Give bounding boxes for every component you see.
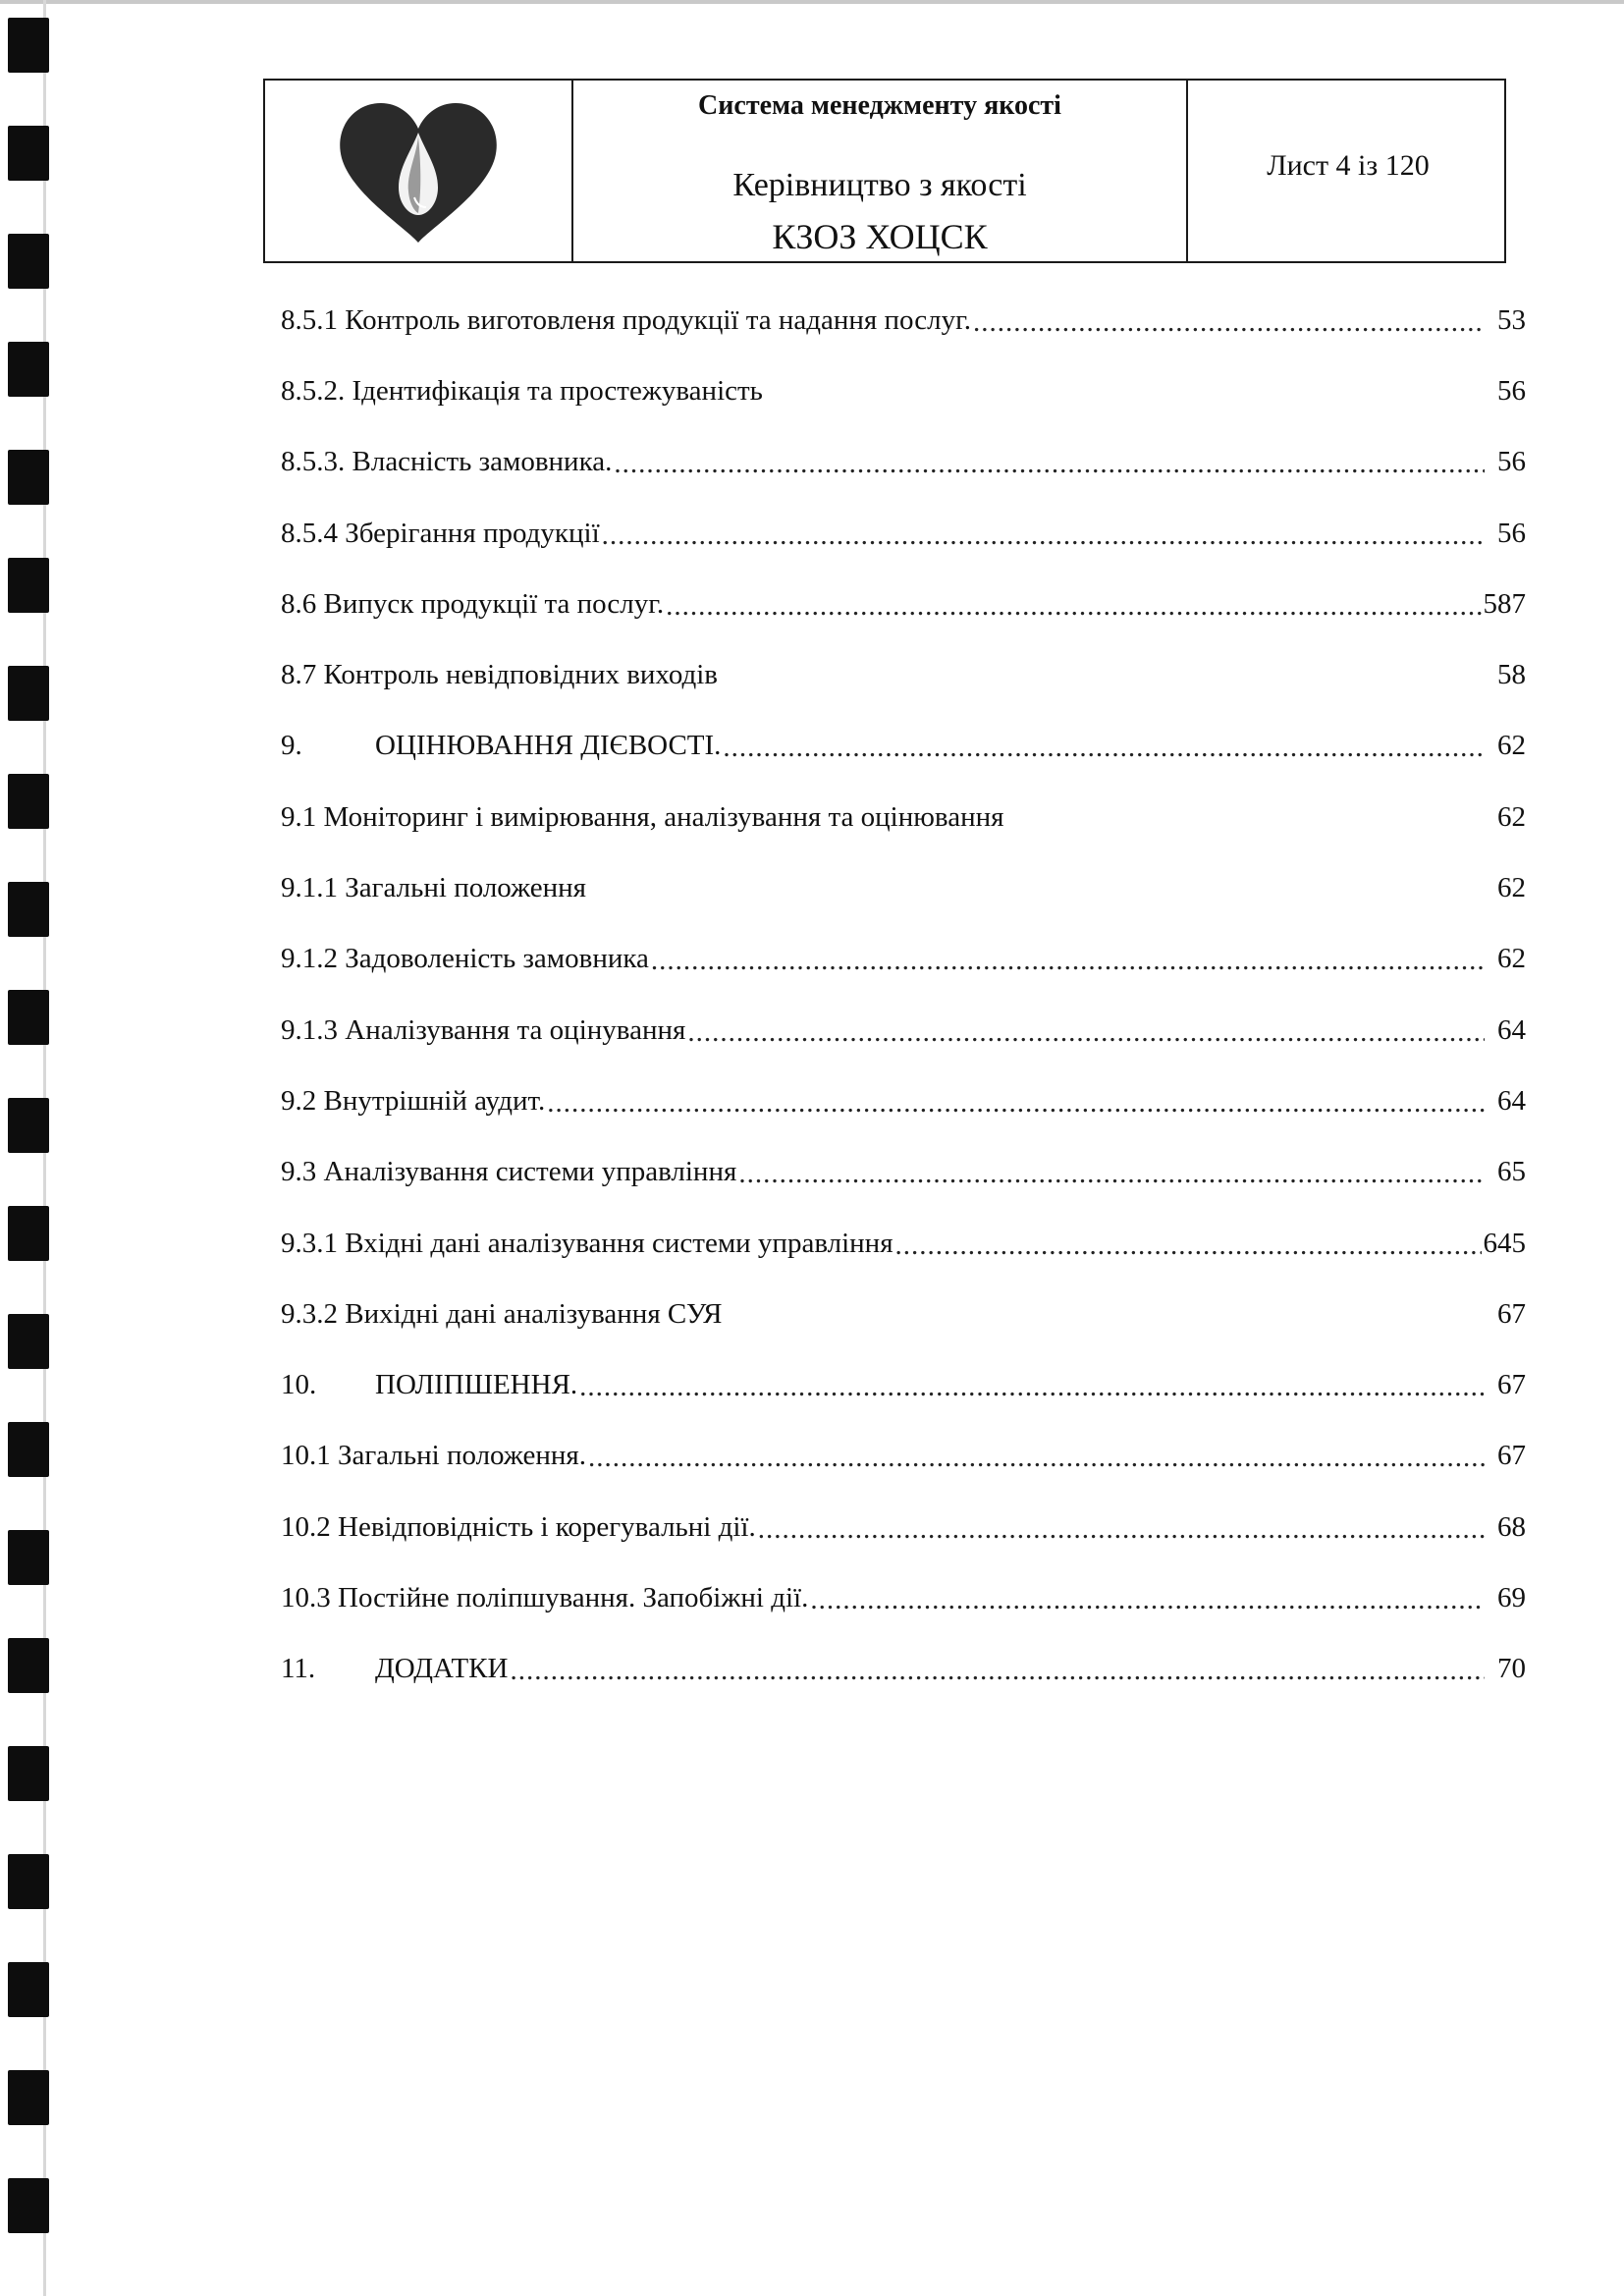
binding-hole xyxy=(8,666,49,721)
toc-dot-leader xyxy=(588,1442,1485,1474)
toc-entry xyxy=(281,639,1526,710)
toc-dot-leader xyxy=(602,519,1485,552)
binding-hole xyxy=(8,1314,49,1369)
toc-entry-page: 58 xyxy=(1497,659,1526,691)
binding-hole xyxy=(8,558,49,613)
manual-title: Керівництво з якості xyxy=(732,167,1027,203)
toc-entry-number: 8.5.4 xyxy=(281,517,338,549)
title-cell xyxy=(573,81,1188,261)
toc-entry-page: 67 xyxy=(1497,1440,1526,1472)
toc-entry-page: 67 xyxy=(1497,1297,1526,1330)
toc-entry-number: 9.3.1 xyxy=(281,1227,338,1259)
toc-entry-page: 62 xyxy=(1497,730,1526,762)
toc-entry-page: 68 xyxy=(1497,1510,1526,1543)
toc-entry xyxy=(281,285,1526,355)
system-title: Система менеджменту якості xyxy=(698,90,1061,121)
binding-hole xyxy=(8,1962,49,2017)
toc-entry xyxy=(281,1066,1526,1136)
toc-entry xyxy=(281,427,1526,498)
binding-hole xyxy=(8,450,49,505)
toc-entry xyxy=(281,1279,1526,1349)
toc-dot-leader xyxy=(758,1513,1485,1546)
toc-entry-page: 56 xyxy=(1497,374,1526,407)
toc-entry-title: Контроль виготовленя продукції та надання послуг. xyxy=(345,303,971,336)
toc-entry xyxy=(281,1492,1526,1562)
toc-entry-page: 65 xyxy=(1497,1156,1526,1188)
toc-entry-number: 8.5.2. xyxy=(281,374,346,407)
binding-holes xyxy=(0,0,108,2296)
binding-hole xyxy=(8,234,49,289)
toc-entry-title: Вихідні дані аналізування СУЯ xyxy=(345,1297,723,1330)
toc-entry-title: Аналізування системи управління xyxy=(323,1156,737,1188)
toc-entry-title: ОЦІНЮВАННЯ ДІЄВОСТІ. xyxy=(375,730,722,762)
toc-entry-title: ПОЛІПШЕННЯ. xyxy=(375,1369,578,1401)
toc-entry-number: 9.1 xyxy=(281,800,317,833)
toc-entry-title: Ідентифікація та простежуваність xyxy=(352,374,763,407)
toc-entry xyxy=(281,355,1526,426)
binding-hole xyxy=(8,1854,49,1909)
document-header xyxy=(263,79,1506,263)
toc-entry-number: 8.5.1 xyxy=(281,303,338,336)
toc-entry-number: 8.7 xyxy=(281,659,317,691)
toc-entry-number: 9.3.2 xyxy=(281,1297,338,1330)
toc-dot-leader xyxy=(614,448,1485,480)
toc-entry-number: 9.1.1 xyxy=(281,872,338,904)
binding-hole xyxy=(8,2178,49,2233)
toc-entry-title: Задоволеність замовника xyxy=(345,943,649,975)
toc-entry-title: Контроль невідповідних виходів xyxy=(323,659,718,691)
toc-entry-number: 10.2 xyxy=(281,1510,331,1543)
toc-entry-title: Моніторинг і вимірювання, аналізування та оцінювання xyxy=(323,800,1004,833)
toc-entry-number: 9.3 xyxy=(281,1156,317,1188)
toc-entry xyxy=(281,1562,1526,1633)
toc-entry-title: Аналізування та оцінування xyxy=(345,1013,686,1046)
toc-entry-title: Внутрішній аудит. xyxy=(323,1084,546,1117)
sheet-number: Лист 4 із 120 xyxy=(1267,149,1430,182)
binding-hole xyxy=(8,882,49,937)
toc-entry xyxy=(281,1208,1526,1279)
toc-entry-page: 587 xyxy=(1483,587,1526,620)
toc-entry-title: Випуск продукції та послуг. xyxy=(323,587,665,620)
binding-hole xyxy=(8,1638,49,1693)
toc-entry-title: Зберігання продукції xyxy=(345,517,600,549)
toc-entry xyxy=(281,852,1526,923)
toc-entry xyxy=(281,1421,1526,1492)
toc-entry-page: 70 xyxy=(1497,1653,1526,1685)
toc-entry-title: Вхідні дані аналізування системи управління xyxy=(345,1227,893,1259)
table-of-contents xyxy=(281,285,1526,1705)
toc-entry-number: 10. xyxy=(281,1369,317,1401)
toc-entry-page: 67 xyxy=(1497,1369,1526,1401)
toc-dot-leader xyxy=(895,1230,1482,1262)
toc-entry-page: 645 xyxy=(1483,1227,1526,1259)
toc-dot-leader xyxy=(666,590,1481,623)
toc-dot-leader xyxy=(810,1584,1485,1616)
binding-hole xyxy=(8,990,49,1045)
binding-hole xyxy=(8,18,49,73)
binding-hole xyxy=(8,1746,49,1801)
toc-entry-number: 8.5.3. xyxy=(281,446,346,478)
logo-cell xyxy=(265,81,573,261)
binding-hole xyxy=(8,1098,49,1153)
binding-hole xyxy=(8,774,49,829)
toc-entry-number: 8.6 xyxy=(281,587,317,620)
toc-entry-title: Загальні положення. xyxy=(338,1440,586,1472)
toc-entry-page: 62 xyxy=(1497,943,1526,975)
toc-entry-number: 9.2 xyxy=(281,1084,317,1117)
toc-entry-title: Невідповідність і корегувальні дії. xyxy=(338,1510,756,1543)
organization-name: КЗОЗ ХОЦСК xyxy=(772,217,988,256)
toc-entry-page: 62 xyxy=(1497,872,1526,904)
toc-entry-number: 9.1.2 xyxy=(281,943,338,975)
toc-dot-leader xyxy=(973,306,1485,339)
toc-entry-page: 64 xyxy=(1497,1013,1526,1046)
toc-entry-title: Власність замовника. xyxy=(352,446,613,478)
toc-entry xyxy=(281,924,1526,995)
toc-entry xyxy=(281,782,1526,852)
binding-hole xyxy=(8,342,49,397)
page-top-edge xyxy=(0,0,1624,4)
toc-dot-leader xyxy=(723,732,1485,764)
toc-dot-leader xyxy=(510,1655,1485,1687)
toc-entry-page: 53 xyxy=(1497,303,1526,336)
toc-entry-number: 9. xyxy=(281,730,302,762)
toc-entry-number: 9.1.3 xyxy=(281,1013,338,1046)
sheet-cell xyxy=(1188,81,1508,261)
toc-entry xyxy=(281,569,1526,639)
toc-dot-leader xyxy=(579,1371,1485,1403)
toc-entry-title: Постійне поліпшування. Запобіжні дії. xyxy=(338,1581,809,1613)
toc-entry-title: ДОДАТКИ xyxy=(375,1653,509,1685)
heart-drop-logo-icon xyxy=(336,97,501,245)
toc-entry-page: 64 xyxy=(1497,1084,1526,1117)
toc-dot-leader xyxy=(547,1087,1485,1120)
toc-entry xyxy=(281,1349,1526,1420)
binding-hole xyxy=(8,126,49,181)
toc-dot-leader xyxy=(651,945,1485,977)
toc-entry-page: 62 xyxy=(1497,800,1526,833)
binding-hole xyxy=(8,1530,49,1585)
toc-entry-page: 69 xyxy=(1497,1581,1526,1613)
toc-entry-number: 10.3 xyxy=(281,1581,331,1613)
toc-entry-number: 10.1 xyxy=(281,1440,331,1472)
toc-entry xyxy=(281,995,1526,1066)
toc-dot-leader xyxy=(738,1158,1485,1190)
toc-dot-leader xyxy=(687,1016,1485,1049)
binding-hole xyxy=(8,2070,49,2125)
toc-entry xyxy=(281,711,1526,782)
binding-hole xyxy=(8,1422,49,1477)
toc-entry xyxy=(281,1137,1526,1208)
toc-entry-title: Загальні положення xyxy=(345,872,586,904)
toc-entry-page: 56 xyxy=(1497,446,1526,478)
toc-entry xyxy=(281,1634,1526,1705)
toc-entry-page: 56 xyxy=(1497,517,1526,549)
toc-entry xyxy=(281,498,1526,569)
toc-entry-number: 11. xyxy=(281,1653,316,1685)
binding-hole xyxy=(8,1206,49,1261)
